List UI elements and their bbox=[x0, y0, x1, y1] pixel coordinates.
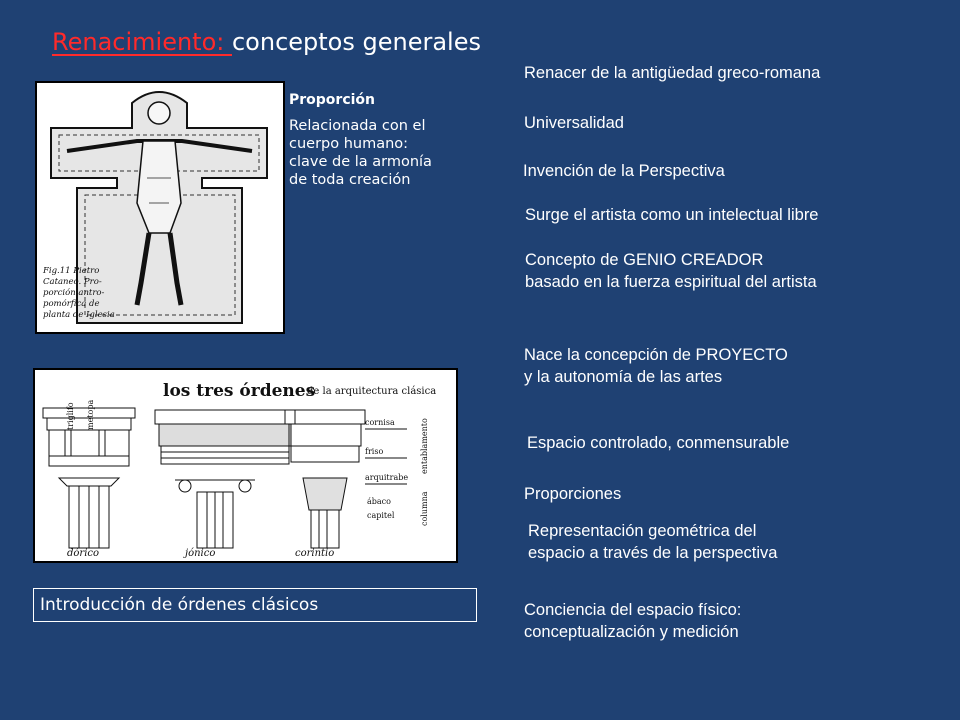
concept-item: Concepto de GENIO CREADOR basado en la fuerza espiritual del artista bbox=[525, 251, 817, 291]
concept-item: Proporciones bbox=[524, 485, 622, 503]
figure1-caption-line: Cataneo. Pro- bbox=[43, 277, 102, 287]
concept-item: Conciencia del espacio físico: conceptualización y medición bbox=[524, 601, 742, 641]
orders-heading-rest: de la arquitectura clásica bbox=[307, 386, 437, 397]
label-corinthian: corintio bbox=[295, 548, 335, 559]
figure-anthropomorphic-plan bbox=[35, 81, 285, 334]
concept-item: Universalidad bbox=[524, 114, 624, 132]
concept-item: Invención de la Perspectiva bbox=[523, 162, 725, 180]
label-capitel: capitel bbox=[367, 511, 395, 520]
proportion-line: clave de la armonía bbox=[289, 154, 432, 170]
proportion-heading: Proporción bbox=[289, 92, 376, 108]
figure1-caption-line: porción antro- bbox=[43, 288, 105, 298]
figure1-caption-line: Fig.11 Pietro bbox=[43, 266, 100, 276]
proportion-line: cuerpo humano: bbox=[289, 136, 409, 152]
label-doric: dórico bbox=[67, 548, 100, 559]
label-entablamento: entablamento bbox=[420, 418, 429, 474]
label-ionic: jónico bbox=[185, 548, 216, 559]
label-arquitrabe: arquitrabe bbox=[365, 473, 409, 482]
orders-heading-main: los tres órdenes bbox=[163, 381, 316, 401]
concept-item: Surge el artista como un intelectual libre bbox=[525, 206, 819, 224]
proportion-line: Relacionada con el bbox=[289, 118, 426, 134]
title-highlight: Renacimiento: bbox=[52, 28, 232, 56]
label-cornisa: cornisa bbox=[365, 418, 395, 427]
intro-classical-orders-box: Introducción de órdenes clásicos bbox=[33, 588, 477, 622]
concept-item: Renacer de la antigüedad greco-romana bbox=[524, 64, 821, 82]
slide-title bbox=[52, 28, 481, 56]
label-triglifo: triglifo bbox=[66, 402, 75, 430]
label-columna: columna bbox=[420, 491, 429, 526]
label-metopa: metopa bbox=[86, 399, 95, 430]
anthropomorphic-plan-drawing bbox=[37, 83, 283, 332]
label-friso: friso bbox=[365, 447, 384, 456]
proportion-line: de toda creación bbox=[289, 172, 411, 188]
figure1-caption-line: planta de Iglesia bbox=[43, 310, 115, 320]
proportion-description bbox=[289, 117, 489, 189]
concept-item: Espacio controlado, conmensurable bbox=[527, 434, 790, 452]
concept-item: Representación geométrica del espacio a través de la perspectiva bbox=[528, 522, 778, 562]
title-rest: conceptos generales bbox=[231, 28, 481, 56]
figure1-caption-line: pomórfica de bbox=[43, 299, 100, 309]
label-abaco: ábaco bbox=[367, 497, 391, 506]
figure-classical-orders bbox=[33, 368, 458, 563]
classical-orders-drawing bbox=[35, 370, 456, 561]
concept-item: Nace la concepción de PROYECTO y la autonomía de las artes bbox=[524, 346, 788, 386]
